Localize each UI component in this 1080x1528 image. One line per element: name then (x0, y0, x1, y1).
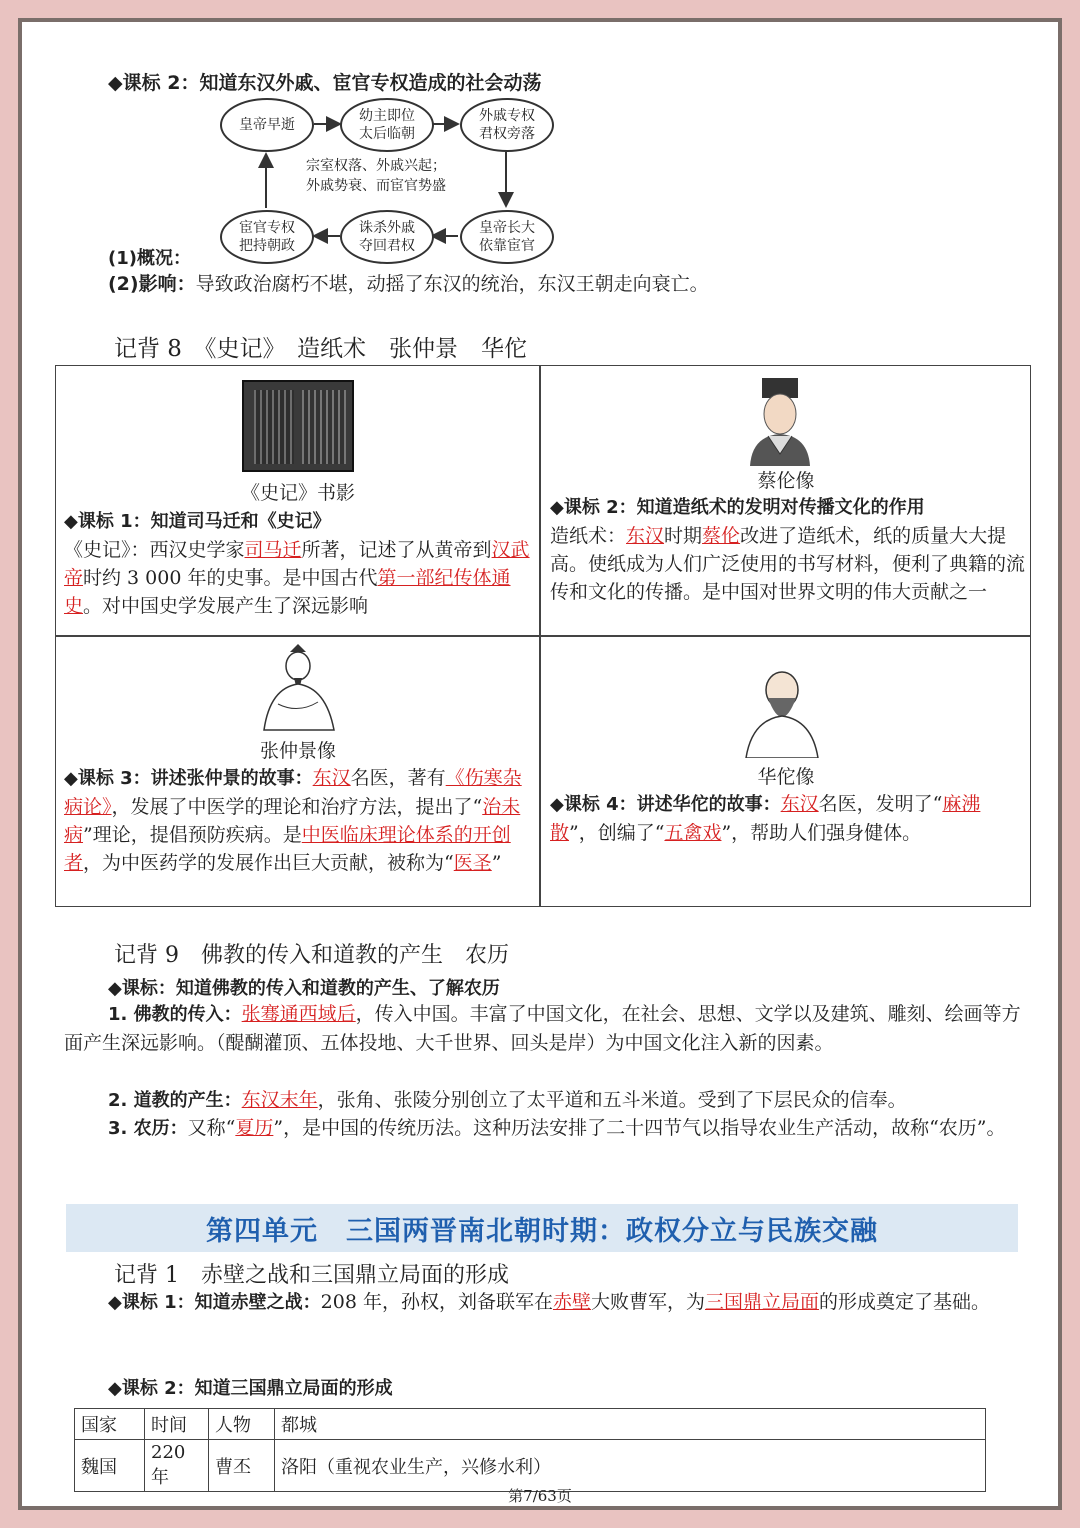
flow-node-5 (340, 210, 434, 264)
keyword: 张骞通西域后 (241, 1003, 356, 1025)
text-run: 名医，著有 (350, 767, 446, 789)
flow-node-3 (460, 98, 554, 152)
text-run: 改进了造纸术，纸的质量大大提高。使纸成为人们广泛使用的书写材料，便利了典籍的流传和文化的传播。是中国对世界文明的伟大贡献之一 (550, 525, 1026, 603)
shiji-book-image (242, 380, 354, 472)
table-cell: 洛阳（重视农业生产，兴修水利） (275, 1440, 986, 1492)
flow-node-label: 宦官专权 把持朝政 (239, 220, 295, 254)
table-header-cell: 都城 (275, 1409, 986, 1440)
zhangzhongjing-portrait-image (256, 644, 340, 732)
impact-label: (2)影响： (108, 273, 196, 295)
overview-label: (1)概况： (108, 248, 191, 269)
table-cell: 220 年 (145, 1440, 209, 1492)
flow-node-label: 皇帝早逝 (239, 117, 295, 133)
text-run: 大败曹军，为 (590, 1291, 705, 1313)
para-label: ◆课标 1：知道赤壁之战： (108, 1292, 321, 1313)
keyword: 五禽戏 (664, 822, 722, 844)
memo9-heading: ◆课标：知道佛教的传入和道教的产生、了解农历 (108, 978, 500, 999)
para-label: 1. 佛教的传入： (108, 1004, 242, 1025)
huatuo-heading: ◆课标 4：讲述华佗的故事： (550, 794, 781, 815)
keyword: 司马迁 (244, 539, 302, 561)
text-run: ”，是中国的传统历法。这种历法安排了二十四节气以指导农业生产活动，故称“农历”。 (273, 1117, 1006, 1139)
shiji-caption: 《史记》书影 (240, 482, 355, 504)
keyword: 东汉 (780, 793, 819, 815)
memo8-title: 记背 8 《史记》 造纸术 张仲景 华佗 (114, 336, 527, 362)
text-run: ” (491, 852, 502, 874)
cailun-portrait-image (740, 374, 820, 466)
huatuo-caption: 华佗像 (757, 766, 815, 788)
text-run: ，传入中国。丰富了中国文化，在社会、思想、文学以及建筑、雕刻、绘画等方面产生深远影响。（醍醐灌顶、五体投地、大千世界、回头是岸）为中国文化注入新的因素。 (64, 1003, 1021, 1054)
keyword: 东汉 (626, 525, 665, 547)
cailun-text (550, 522, 1026, 606)
unit4-kebiao2-heading: ◆课标 2：知道三国鼎立局面的形成 (108, 1378, 393, 1399)
section-heading: ◆课标 2：知道东汉外戚、宦官专权造成的社会动荡 (108, 72, 542, 94)
text-run: 时约 3 000 年的史事。是中国古代 (83, 567, 378, 589)
table-header-cell: 人物 (209, 1409, 275, 1440)
page-number: 第7/63页 (508, 1487, 572, 1505)
shiji-text (64, 536, 532, 620)
flow-node-label: 皇帝长大 依靠宦官 (479, 220, 535, 254)
keyword: 汉武帝 (64, 539, 530, 589)
memo9-para-3 (64, 1114, 1026, 1143)
text-run: ，发展了中医学的理论和治疗方法，提出了“ (111, 796, 483, 818)
impact-line (108, 270, 709, 298)
memo9-para-1 (64, 1000, 1026, 1057)
flow-node-6 (220, 210, 314, 264)
text-run: ”理论，提倡预防疾病。是 (83, 824, 302, 846)
zhangzhongjing-caption: 张仲景像 (259, 740, 336, 762)
text-run: 名医，发明了“ (818, 793, 943, 815)
flow-node-label: 外戚专权 君权旁落 (479, 108, 535, 142)
keyword: 蔡伦 (702, 525, 741, 547)
three-kingdoms-table (74, 1408, 986, 1492)
keyword: 三国鼎立局面 (704, 1291, 819, 1313)
flow-node-4 (460, 210, 554, 264)
text-run: 208 年，孙权，刘备联军在 (320, 1291, 553, 1313)
cailun-heading: ◆课标 2：知道造纸术的发明对传播文化的作用 (550, 497, 925, 518)
keyword: 东汉末年 (241, 1089, 318, 1111)
table-cell: 魏国 (75, 1440, 145, 1492)
text-run: 。对中国史学发展产生了深远影响 (83, 595, 369, 617)
memo9-para-2 (64, 1086, 1026, 1115)
impact-text: 导致政治腐朽不堪，动摇了东汉的统治，东汉王朝走向衰亡。 (195, 273, 709, 295)
document-page (18, 18, 1062, 1510)
flow-node-1 (220, 98, 314, 152)
keyword: 治未病 (64, 796, 521, 846)
table-row (75, 1440, 986, 1492)
keyword: 夏历 (235, 1117, 274, 1139)
table-header-row (75, 1409, 986, 1440)
zhangzhongjing-heading: ◆课标 3：讲述张仲景的故事： (64, 768, 313, 789)
para-label: 3. 农历： (108, 1118, 188, 1139)
text-run: ”，创编了“ (569, 822, 665, 844)
text-run: 的形成奠定了基础。 (819, 1291, 991, 1313)
huatuo-portrait-image (740, 668, 824, 758)
keyword: 麻沸散 (550, 793, 981, 844)
text-run: ，张角、张陵分别创立了太平道和五斗米道。受到了下层民众的信奉。 (317, 1089, 907, 1111)
text-run: 《史记》：西汉史学家 (64, 539, 245, 561)
flow-node-2 (340, 98, 434, 152)
unit-banner: 第四单元 三国两晋南北朝时期：政权分立与民族交融 (66, 1204, 1018, 1252)
keyword: 《伤寒杂病论》 (64, 767, 522, 818)
para-label: 2. 道教的产生： (108, 1090, 242, 1111)
unit4-memo1-title: 记背 1 赤壁之战和三国鼎立局面的形成 (114, 1263, 509, 1288)
cailun-caption: 蔡伦像 (757, 470, 815, 492)
memo9-title: 记背 9 佛教的传入和道教的产生 农历 (114, 943, 509, 968)
flow-node-label: 幼主即位 太后临朝 (359, 108, 415, 142)
text-run: 时期 (664, 525, 703, 547)
flow-node-label: 诛杀外戚 夺回君权 (359, 220, 415, 254)
table-cell: 曹丕 (209, 1440, 275, 1492)
table-header-cell: 国家 (75, 1409, 145, 1440)
text-run: 又称“ (187, 1117, 236, 1139)
memo8-grid (55, 365, 1031, 907)
huatuo-text (550, 790, 1026, 847)
keyword: 医圣 (453, 852, 492, 874)
flow-center-note: 宗室权落、外戚兴起； 外戚势衰、而宦官势盛 (306, 158, 446, 194)
keyword: 东汉 (312, 767, 351, 789)
keyword: 第一部纪传体通史 (64, 567, 511, 617)
unit4-kebiao1 (64, 1288, 1026, 1317)
keyword: 赤壁 (552, 1291, 591, 1313)
keyword: 中医临床理论体系的开创者 (64, 824, 511, 874)
text-run: ，为中医药学的发展作出巨大贡献，被称为“ (83, 852, 454, 874)
shiji-heading: ◆课标 1：知道司马迁和《史记》 (64, 511, 331, 532)
text-run: 所著，记述了从黄帝到 (301, 539, 492, 561)
text-run: ”，帮助人们强身健体。 (721, 822, 922, 844)
table-header-cell: 时间 (145, 1409, 209, 1440)
zhangzhongjing-text (64, 764, 532, 877)
text-run: 造纸术： (550, 525, 627, 547)
